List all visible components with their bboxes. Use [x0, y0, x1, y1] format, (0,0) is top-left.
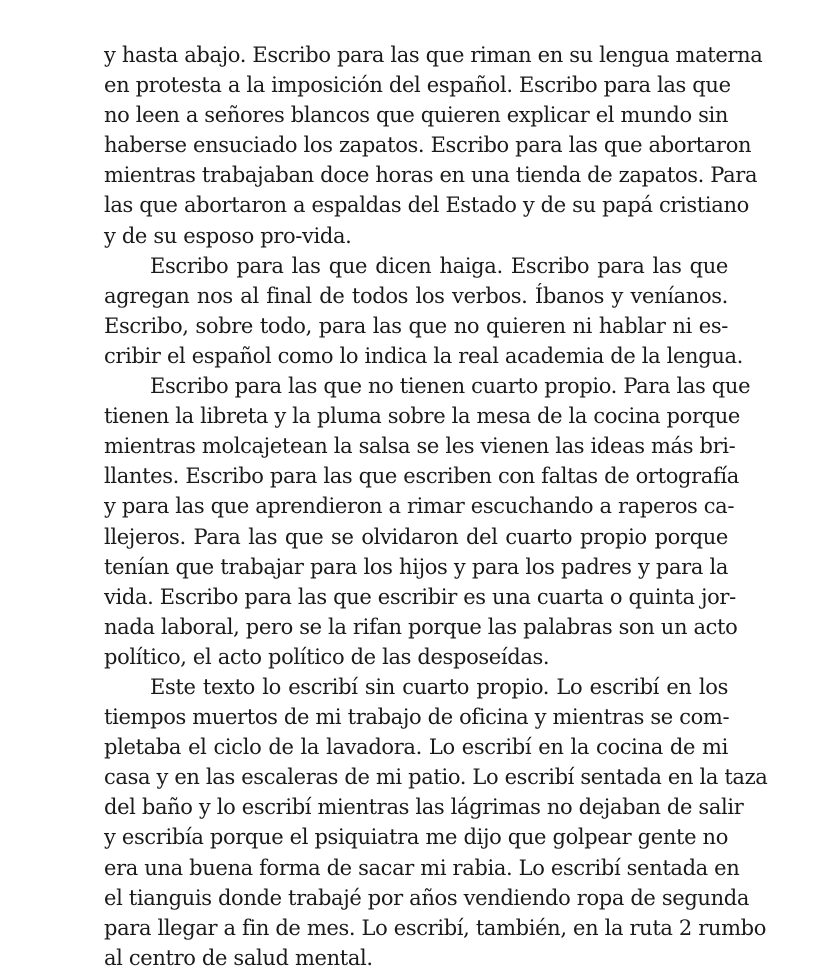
- text-line: Este texto lo escribí sin cuarto propio. Lo escribí en los: [150, 674, 728, 699]
- text-line: llantes. Escribo para las que escriben con faltas de ortografía: [104, 464, 739, 489]
- text-line: tenían que trabajar para los hijos y para los padres y para la: [104, 554, 728, 579]
- text-line: Escribo, sobre todo, para las que no quieren ni hablar ni es-: [104, 313, 728, 338]
- text-line: al centro de salud mental.: [104, 945, 373, 970]
- text-line: mientras trabajaban doce horas en una tienda de zapatos. Para: [104, 163, 758, 188]
- text-line: tiempos muertos de mi trabajo de oficina y mientras se com-: [104, 705, 730, 730]
- text-line: y de su esposo pro-vida.: [104, 223, 352, 248]
- text-line: las que abortaron a espaldas del Estado y de su papá cristiano: [104, 193, 749, 218]
- text-line: vida. Escribo para las que escribir es una cuarta o quinta jor-: [104, 584, 736, 609]
- text-line: agregan nos al final de todos los verbos. Íbanos y veníanos.: [104, 283, 728, 308]
- text-line: cribir el español como lo indica la real academia de la lengua.: [104, 343, 743, 368]
- text-line: Escribo para las que no tienen cuarto propio. Para las que: [150, 374, 751, 399]
- text-line: para llegar a fin de mes. Lo escribí, también, en la ruta 2 rumbo: [104, 915, 767, 940]
- text-line: político, el acto político de las desposeídas.: [104, 644, 550, 669]
- text-line: en protesta a la imposición del español. Escribo para las que: [104, 73, 731, 98]
- text-line: pletaba el ciclo de la lavadora. Lo escribí en la cocina de mi: [104, 735, 728, 760]
- text-line: era una buena forma de sacar mi rabia. Lo escribí sentada en: [104, 855, 740, 880]
- text-line: llejeros. Para las que se olvidaron del cuarto propio porque: [104, 524, 728, 549]
- text-line: casa y en las escaleras de mi patio. Lo escribí sentada en la taza: [104, 765, 768, 790]
- text-line: mientras molcajetean la salsa se les vienen las ideas más bri-: [104, 434, 736, 459]
- text-line: tienen la libreta y la pluma sobre la mesa de la cocina porque: [104, 404, 740, 429]
- text-line: y hasta abajo. Escribo para las que riman en su lengua materna: [104, 43, 763, 67]
- text-line: nada laboral, pero se la rifan porque las palabras son un acto: [104, 614, 738, 639]
- text-line: el tianguis donde trabajé por años vendiendo ropa de segunda: [104, 885, 750, 910]
- text-line: haberse ensuciado los zapatos. Escribo para las que abortaron: [104, 133, 752, 158]
- text-line: y escribía porque el psiquiatra me dijo que golpear gente no: [104, 825, 728, 850]
- text-line: y para las que aprendieron a rimar escuchando a raperos ca-: [104, 494, 735, 519]
- text-page: [104, 40, 768, 973]
- text-line: no leen a señores blancos que quieren explicar el mundo sin: [104, 103, 729, 128]
- text-line: Escribo para las que dicen haiga. Escribo para las que: [150, 253, 728, 278]
- text-line: del baño y lo escribí mientras las lágrimas no dejaban de salir: [104, 795, 744, 820]
